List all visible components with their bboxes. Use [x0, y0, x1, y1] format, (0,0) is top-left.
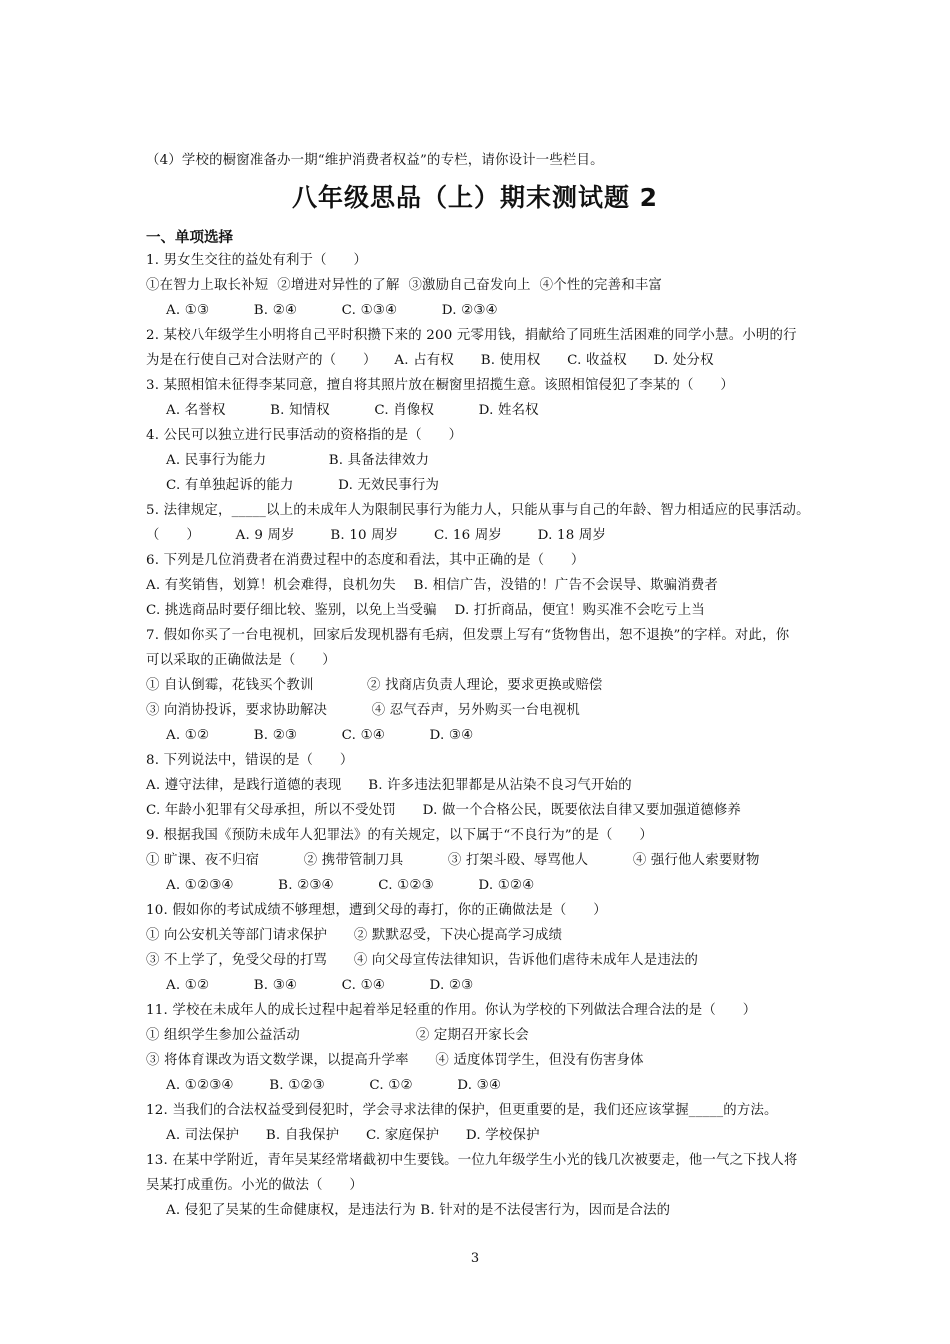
page-number: 3 [470, 1251, 480, 1266]
question-line: 9. 根据我国《预防未成年人犯罪法》的有关规定，以下属于“不良行为”的是（ ） [146, 828, 653, 843]
question-line: ① 旷课、夜不归宿 ② 携带管制刀具 ③ 打架斗殴、辱骂他人 ④ 强行他人索要财物 [146, 853, 760, 868]
question-line: 吴某打成重伤。小光的做法（ ） [146, 1178, 364, 1193]
question-line: （ ） A. 9 周岁 B. 10 周岁 C. 16 周岁 D. 18 周岁 [146, 528, 607, 543]
answer-options: C. 年龄小犯罪有父母承担，所以不受处罚 D. 做一个合格公民，既要依法自律又要加强道德修养 [146, 803, 742, 818]
header-question: （4）学校的橱窗准备办一期“维护消费者权益”的专栏，请你设计一些栏目。 [146, 153, 604, 168]
question-line: 6. 下列是几位消费者在消费过程中的态度和看法，其中正确的是（ ） [146, 553, 585, 568]
answer-options: A. 侵犯了吴某的生命健康权，是违法行为 B. 针对的是不法侵害行为，因而是合法的 [166, 1203, 671, 1218]
question-line: ①在智力上取长补短 ②增进对异性的了解 ③激励自己奋发向上 ④个性的完善和丰富 [146, 278, 662, 293]
question-line: 10. 假如你的考试成绩不够理想，遭到父母的毒打，你的正确做法是（ ） [146, 903, 607, 918]
question-line: 1. 男女生交往的益处有利于（ ） [146, 253, 368, 268]
question-line: 4. 公民可以独立进行民事活动的资格指的是（ ） [146, 428, 463, 443]
question-line: 11. 学校在未成年人的成长过程中起着举足轻重的作用。你认为学校的下列做法合理合法的是（ ） [146, 1003, 757, 1018]
answer-options: A. ①③ B. ②④ C. ①③④ D. ②③④ [166, 303, 498, 318]
question-line: 7. 假如你买了一台电视机，回家后发现机器有毛病，但发票上写有“货物售出，恕不退换”的字样。对此，你 [146, 628, 790, 643]
answer-options: A. ①② B. ②③ C. ①④ D. ③④ [166, 728, 474, 743]
answer-options: C. 挑选商品时要仔细比较、鉴别，以免上当受骗 D. 打折商品，便宜！购买准不会吃亏上当 [146, 603, 705, 618]
question-line: 2. 某校八年级学生小明将自己平时积攒下来的 200 元零用钱，捐献给了同班生活困难的同学小慧。小明的行 [146, 328, 797, 343]
answer-options: A. 遵守法律，是践行道德的表现 B. 许多违法犯罪都是从沾染不良习气开始的 [146, 778, 632, 793]
question-line: 12. 当我们的合法权益受到侵犯时，学会寻求法律的保护，但更重要的是，我们还应该掌握_____的方法。 [146, 1103, 778, 1118]
answer-options: A. 民事行为能力 B. 具备法律效力 [166, 453, 430, 468]
answer-options: A. 司法保护 B. 自我保护 C. 家庭保护 D. 学校保护 [166, 1128, 540, 1143]
question-line: ① 向公安机关等部门请求保护 ② 默默忍受，下决心提高学习成绩 [146, 928, 563, 943]
answer-options: C. 有单独起诉的能力 D. 无效民事行为 [166, 478, 440, 493]
question-line: 8. 下列说法中，错误的是（ ） [146, 753, 354, 768]
question-line: ① 自认倒霉，花钱买个教训 ② 找商店负责人理论，要求更换或赔偿 [146, 678, 603, 693]
question-line: ③ 不上学了，免受父母的打骂 ④ 向父母宣传法律知识，告诉他们虐待未成年人是违法的 [146, 953, 699, 968]
question-line: 为是在行使自己对合法财产的（ ） A. 占有权 B. 使用权 C. 收益权 D. 处分权 [146, 353, 714, 368]
question-line: 可以采取的正确做法是（ ） [146, 653, 336, 668]
question-line: 5. 法律规定，_____以上的未成年人为限制民事行为能力人，只能从事与自己的年龄、智力相适应的民事活动。 [146, 503, 810, 518]
answer-options: A. ①②③④ B. ②③④ C. ①②③ D. ①②④ [166, 878, 535, 893]
answer-options: A. 名誉权 B. 知情权 C. 肖像权 D. 姓名权 [166, 403, 539, 418]
question-line: 3. 某照相馆未征得李某同意，擅自将其照片放在橱窗里招揽生意。该照相馆侵犯了李某的（ ） [146, 378, 734, 393]
question-line: 13. 在某中学附近，青年吴某经常堵截初中生要钱。一位九年级学生小光的钱几次被要走，他一气之下找人将 [146, 1153, 798, 1168]
answer-options: A. ①②③④ B. ①②③ C. ①② D. ③④ [166, 1078, 502, 1093]
question-line: ① 组织学生参加公益活动 ② 定期召开家长会 [146, 1028, 530, 1043]
answer-options: A. 有奖销售，划算！机会难得，良机勿失 B. 相信广告，没错的！广告不会误导、欺骗消费者 [146, 578, 719, 593]
page-title: 八年级思品（上）期末测试题 2 [291, 183, 659, 212]
question-line: ③ 将体育课改为语文数学课，以提高升学率 ④ 适度体罚学生，但没有伤害身体 [146, 1053, 644, 1068]
section-heading: 一、单项选择 [146, 230, 233, 246]
question-line: ③ 向消协投诉，要求协助解决 ④ 忍气吞声，另外购买一台电视机 [146, 703, 581, 718]
answer-options: A. ①② B. ③④ C. ①④ D. ②③ [166, 978, 474, 993]
